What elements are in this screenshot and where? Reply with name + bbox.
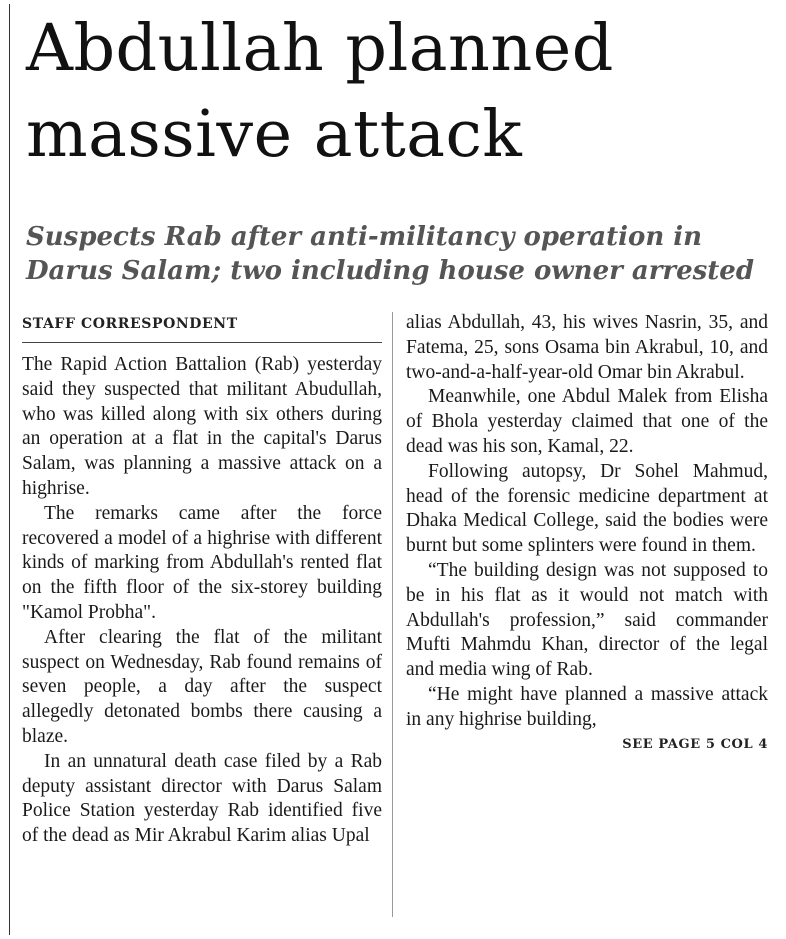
byline: STAFF CORRESPONDENT (22, 316, 238, 332)
byline-divider (22, 342, 382, 343)
continuation-note: SEE PAGE 5 COL 4 (622, 736, 768, 752)
paragraph: Meanwhile, one Abdul Malek from Elisha of Bhola yesterday claimed that one of the dead was his son, Kamal, 22. (406, 386, 768, 457)
column-1 (22, 310, 382, 849)
paragraph: “He might have planned a massive attack in any highrise building, (406, 683, 768, 730)
headline: Abdullah planned massive attack (26, 11, 614, 172)
paragraph: In an unnatural death case filed by a Rab deputy assistant director with Darus Salam Police Station yesterday Rab identified five of the dead as Mir Akrabul Karim alias Upal (22, 750, 382, 847)
paragraph: The remarks came after the force recovered a model of a highrise with different kinds of marking from Abdullah's rented flat on the fifth floor of the six-storey building "Kamol Probha". (22, 502, 382, 623)
paragraph: Following autopsy, Dr Sohel Mahmud, head of the forensic medicine department at Dhaka Medical College, said the bodies were burnt but some splinters were found in them. (406, 460, 768, 557)
paragraph: “The building design was not supposed to be in his flat as it would not match with Abdullah's profession,” said commander Mufti Mahmdu Khan, director of the legal and media wing of Rab. (406, 559, 768, 681)
paragraph: alias Abdullah, 43, his wives Nasrin, 35, and Fatema, 25, sons Osama bin Akrabul, 10, and two-and-a-half-year-old Omar bin Akrabul. (406, 312, 768, 383)
column-2 (406, 311, 768, 757)
paragraph: After clearing the flat of the militant suspect on Wednesday, Rab found remains of seven people, a day after the suspect allegedly detonated bombs there causing a blaze. (22, 626, 382, 747)
paragraph: The Rapid Action Battalion (Rab) yesterday said they suspected that militant Abudullah, who was killed along with six others during an operation at a flat in the capital's Darus Salam, was planning a massive attack on a highrise. (22, 354, 382, 499)
column-divider (392, 312, 393, 917)
left-border-rule (9, 4, 10, 935)
subheadline: Suspects Rab after anti-militancy operation in Darus Salam; two including house owner arrested (26, 222, 755, 286)
